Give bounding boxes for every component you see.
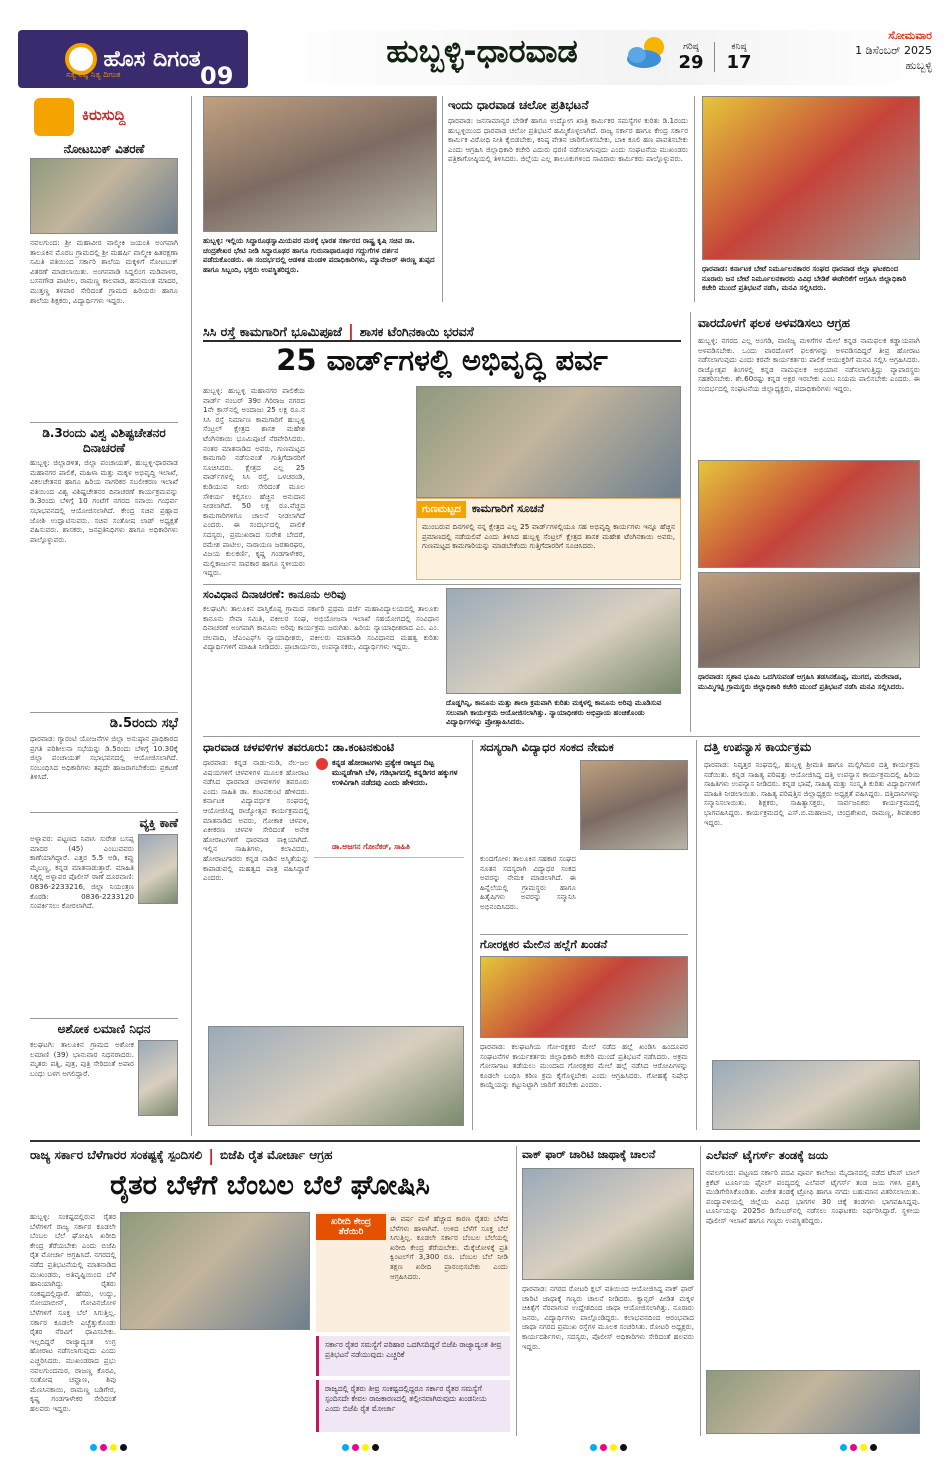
column-rule <box>442 96 443 302</box>
appointment-text: ಕುಂದಗೋಳ: ತಾಲೂಕಿನ ಸಹಕಾರ ಸಂಘದ ನೂತನ ಸದಸ್ಯರಾಗಿ ವಿದ್ಯಾಧರ ಸಂಕದ ಅವರನ್ನು ನೇಮಕ ಮಾಡಲಾಗಿದೆ. ಈ ಹಿನ್ನೆಲೆಯಲ್ಲಿ ಗ್ರಾಮಸ್ಥರು ಹಾಗೂ ಹಿತೈಷಿಗಳು ಅವರನ್ನು ಸನ್ಮಾನಿಸಿ ಅಭಿನಂದಿಸಿದರು. <box>480 854 576 911</box>
paper-name: ಹೊಸ ದಿಗಂತ <box>103 46 201 72</box>
notebook-photo <box>30 158 178 234</box>
quote-icon <box>316 758 328 770</box>
masthead <box>0 0 945 92</box>
page-number: 09 <box>200 62 234 90</box>
temple-visit-caption: ಹುಬ್ಬಳ್ಳಿ: ಇಲ್ಲಿಯ ಸಿದ್ಧಾರೂಢಸ್ವಾಮಿಯವರ ಮಠಕ್ಕೆ ಭಾರತ ಸರ್ಕಾರದ ರಾಷ್ಟ್ರ ಕೃಷಿ ಸಚಿವ ಡಾ. ಚಂದ್ರಶೇಖರ ಭೇಟಿ ನೀಡಿ ಸಿದ್ಧಾರೂಢರ ಹಾಗೂ ಗುರುನಾಥಾರೂಢರ ಗದ್ದುಗೆಗಳ ದರ್ಶನ ಪಡೆದುಕೊಂಡರು. ಈ ಸಂದರ್ಭದಲ್ಲಿ ಆಡಳಿತ ಮಂಡಳಿ ಪದಾಧಿಕಾರಿಗಳು, ಮ್ಯಾನೇಜರ್ ಈರಣ್ಣ ತುಪ್ಪದ ಹಾಗೂ ಸಿಬ್ಬಂದಿ, ಭಕ್ತರು ಉಪಸ್ಥಿತರಿದ್ದರು. <box>203 236 435 274</box>
registration-marks <box>840 1444 877 1451</box>
page-title: ಹುಬ್ಬಳ್ಳಿ-ಧಾರವಾಡ <box>386 32 578 70</box>
signboard-photo <box>698 460 920 568</box>
cricket-headline: ಎಲೆವನ್ ಟೈಗರ್ಸ್ ತಂಡಕ್ಕೆ ಜಯ <box>706 1148 829 1162</box>
farmer-bullet-1: ಸರ್ಕಾರ ರೈತರ ಸಮಸ್ಯೆಗೆ ಪರಿಹಾರ ಒದಗಿಸದಿದ್ದರೆ ಬಿಜೆಪಿ ರಾಜ್ಯಾದ್ಯಂತ ತೀವ್ರ ಪ್ರತಿಭಟನೆ ನಡೆಯುವುದು ಎಚ್ಚರಿಕೆ <box>316 1336 510 1376</box>
dateline: ಸೋಮವಾರ 1 ಡಿಸೆಂಬರ್ 2025 ಹುಬ್ಬಳ್ಳಿ <box>855 29 932 72</box>
movements-headline: ಧಾರವಾಡ ಚಳವಳಿಗಳ ತವರೂರು: ಡಾ.ಕಂಟನಕುಂಟಿ <box>203 740 395 754</box>
farmer-headline: ರೈತರ ಬೆಳೆಗೆ ಬೆಂಬಲ ಬೆಲೆ ಘೋಷಿಸಿ <box>110 1170 430 1201</box>
farmer-text-continued <box>120 1334 310 1432</box>
divider <box>30 712 178 713</box>
cow-protector-headline: ಗೋರಕ್ಷಕರ ಮೇಲಿನ ಹಲ್ಲೆಗೆ ಖಂಡನೆ <box>480 938 608 951</box>
cow-protector-text: ಧಾರವಾಡ: ಕಲಘಟಗಿಯ ಗೋ-ರಕ್ಷಕರ ಮೇಲೆ ನಡೆದ ಹಲ್ಲೆ ಖಂಡಿಸಿ ಹಿಂದೂಪರ ಸಂಘಟನೆಗಳ ಕಾರ್ಯಕರ್ತರು ಜಿಲ್ಲಾಧಿಕಾರಿ ಕಚೇರಿ ಮುಂದೆ ಪ್ರತಿಭಟನೆ ನಡೆಸಿದರು. ಅಕ್ರಮ ಗೋಸಾಗಾಟ ತಡೆಯಲು ಮುಂದಾದ ಗೋರಕ್ಷಕರ ಮೇಲೆ ಹಲ್ಲೆ ನಡೆಸಿದ ಆರೋಪಿಗಳನ್ನು ಕೂಡಲೇ ಬಂಧಿಸಿ ಕಠಿಣ ಕ್ರಮ ಕೈಗೊಳ್ಳಬೇಕು ಎಂದು ಆಗ್ರಹಿಸಿದರು. ಗೋಹತ್ಯೆ ನಿಷೇಧ ಕಾಯ್ದೆಯನ್ನು ಕಟ್ಟುನಿಟ್ಟಾಗಿ ಜಾರಿಗೆ ತರಬೇಕು ಎಂದರು. <box>480 1042 688 1090</box>
sanitation-protest-caption: ಧಾರವಾಡ: ಕರ್ನಾಟಕ ಬೇಟೆ ನಿರ್ಮೂಲನಕಾರರ ಸಂಘದ ಧಾರವಾಡ ಜಿಲ್ಲಾ ಘಟಕದಿಂದ ನೂರಾರು ಜನ ಬೇಟೆ ನಿರ್ಮೂಲನಕಾರರು ವಿವಿಧ ಬೇಡಿಕೆ ಈಡೇರಿಕೆಗೆ ಆಗ್ರಹಿಸಿ ಜಿಲ್ಲಾಧಿಕಾರಿ ಕಚೇರಿ ಮುಂದೆ ಪ್ರತಿಭಟನೆ ನಡೆಸಿ, ಮನವಿ ಸಲ್ಲಿಸಿದರು. <box>702 264 907 292</box>
brief1-title: ನೋಟಬುಕ್ ವಿತರಣೆ <box>30 140 178 160</box>
lecture-headline: ದತ್ತಿ ಉಪನ್ಯಾಸ ಕಾರ್ಯಕ್ರಮ <box>704 740 812 754</box>
partly-cloudy-icon <box>622 34 672 70</box>
lecture-photo <box>712 1060 920 1130</box>
burial-ground-caption: ಧಾರವಾಡ: ಸ್ಮಶಾನ ಭೂಮಿ ಒದಗಿಸುವಂತೆ ಆಗ್ರಹಿಸಿ ತಡಸಿನಕೊಪ್ಪ, ಮುಗದ, ಮರೇವಾಡ, ಮುಮ್ಮಿಗಟ್ಟಿ ಗ್ರಾಮಸ್ಥರು ಜಿಲ್ಲಾಧಿಕಾರಿ ಕಚೇರಿ ಮುಂದೆ ಪ್ರತಿಭಟನೆ ನಡೆಸಿ ಮನವಿ ಸಲ್ಲಿಸಿದರು. <box>698 672 905 691</box>
paper-tagline: ಸತ್ಯ ನಿಷ್ಠೆ ನಿತ್ಯ ದಿಗಂತ <box>66 70 121 79</box>
column-rule <box>516 1146 517 1436</box>
weather-divider <box>714 42 715 72</box>
column-rule <box>694 96 695 302</box>
farmer-text: ಹುಬ್ಬಳ್ಳಿ: ಸಂಕಷ್ಟದಲ್ಲಿರುವ ರೈತರ ಬೆಳೆಗಳಿಗೆ ರಾಜ್ಯ ಸರ್ಕಾರ ಕೂಡಲೇ ಬೆಂಬಲ ಬೆಲೆ ಘೋಷಿಸಿ ಖರೀದಿ ಕೇಂದ್ರ ತೆರೆಯಬೇಕು ಎಂದು ಬಿಜೆಪಿ ರೈತ ಮೋರ್ಚಾ ಆಗ್ರಹಿಸಿದೆ. ನಗರದಲ್ಲಿ ನಡೆದ ಪ್ರತಿಭಟನೆಯಲ್ಲಿ ಮಾತನಾಡಿದ ಮುಖಂಡರು, ಅತಿವೃಷ್ಟಿಯಿಂದ ಬೆಳೆ ಹಾನಿಯಾಗಿದ್ದು ರೈತರು ಸಂಕಷ್ಟದಲ್ಲಿದ್ದಾರೆ. ಹೆಸರು, ಉದ್ದು, ಸೋಯಾಬೀನ್, ಗೋವಿನಜೋಳ ಬೆಳೆಗಳಿಗೆ ಸೂಕ್ತ ಬೆಲೆ ಸಿಗುತ್ತಿಲ್ಲ. ಸರ್ಕಾರ ಕೂಡಲೇ ಎಚ್ಚೆತ್ತುಕೊಂಡು ರೈತರ ನೆರವಿಗೆ ಧಾವಿಸಬೇಕು. ಇಲ್ಲದಿದ್ದರೆ ರಾಜ್ಯಾದ್ಯಂತ ಉಗ್ರ ಹೋರಾಟ ನಡೆಸಲಾಗುವುದು ಎಂದು ಎಚ್ಚರಿಸಿದರು. ಮುಖಂಡರಾದ ಪ್ರಭು ನವಲಗುಂದಮಠ, ರಾಜಣ್ಣ ಕೊರವಿ, ಸಂತೋಷ ಚವ್ಹಾಣ, ಶಿವು ಮೆಣಸಿನಕಾಯಿ, ರಾಮಣ್ಣ ಬಡಿಗೇರ, ಕೃಷ್ಣ ಗಂಡಗಾಳೇಕರ ಸೇರಿದಂತೆ ಹಲವರು ಇದ್ದರು. <box>30 1212 116 1413</box>
column-rule <box>472 740 473 1130</box>
protest-call-text: ಧಾರವಾಡ: ಜನಸಾಮಾನ್ಯರ ಬೇಡಿಕೆ ಹಾಗೂ ಉದ್ಯೋಗ ಖಾತ್ರಿ ಕಾರ್ಮಿಕರ ಸಮಸ್ಯೆಗಳ ಕುರಿತು ಡಿ.1ರಂದು ಹುಬ್ಬಳ್ಳಿಯಿಂದ ಧಾರವಾಡ ಚಲೋ ಪ್ರತಿಭಟನೆ ಹಮ್ಮಿಕೊಳ್ಳಲಾಗಿದೆ. ರಾಜ್ಯ ಸರ್ಕಾರ ಹಾಗೂ ಕೇಂದ್ರ ಸರ್ಕಾರ ಕಾರ್ಮಿಕ ವಿರೋಧಿ ನೀತಿ ಕೈಬಿಡಬೇಕು, ಕನಿಷ್ಠ ವೇತನ ಜಾರಿಗೊಳಿಸಬೇಕು, ಬಾಕಿ ಕೂಲಿ ಹಣ ಪಾವತಿಸಬೇಕು ಎಂದು ಆಗ್ರಹಿಸಿ ಜಿಲ್ಲಾಧಿಕಾರಿ ಕಚೇರಿ ಎದುರು ಧರಣಿ ನಡೆಸಲಾಗುವುದು ಎಂದು ಸಂಘಟನೆಯ ಮುಖಂಡರು ಪತ್ರಿಕಾಗೋಷ್ಠಿಯಲ್ಲಿ ತಿಳಿಸಿದರು. ಜಿಲ್ಲೆಯ ಎಲ್ಲ ತಾಲೂಕುಗಳಿಂದ ಸಾವಿರಾರು ಕಾರ್ಮಿಕರು ಪಾಲ್ಗೊಳ್ಳುವರು. <box>448 116 688 164</box>
temple-visit-photo <box>203 96 437 232</box>
divider <box>480 934 688 935</box>
cow-protector-photo <box>480 956 688 1038</box>
constitution-headline: ಸಂವಿಧಾನ ದಿನಾಚರಣೆ: ಕಾನೂನು ಅರಿವು <box>203 588 346 601</box>
registration-marks <box>342 1444 379 1451</box>
burial-ground-photo <box>698 572 920 668</box>
hand-icon <box>34 98 74 136</box>
max-temp: ಗರಿಷ್ಠ 29 <box>678 42 704 73</box>
appointment-photo <box>580 760 688 850</box>
lecture-text: ಧಾರವಾಡ: ನಿವೃತ್ತರ ಸಂಘದಲ್ಲಿ, ಹುಬ್ಬಳ್ಳಿ ಶ್ರೀಮತಿ ಹಾಗೂ ಮಲ್ಲಿಗಿಮಠ ದತ್ತಿ ಕಾರ್ಯಕ್ರಮ ನಡೆಯಿತು. ಕನ್ನಡ ಸಾಹಿತ್ಯ ಪರಿಷತ್ತು ಆಯೋಜಿಸಿದ್ದ ದತ್ತಿ ಉಪನ್ಯಾಸ ಕಾರ್ಯಕ್ರಮದಲ್ಲಿ ಹಿರಿಯ ಸಾಹಿತಿಗಳು ಉಪನ್ಯಾಸ ನೀಡಿದರು. ಕನ್ನಡ ಭಾಷೆ, ಸಾಹಿತ್ಯ ಮತ್ತು ಸಂಸ್ಕೃತಿ ಕುರಿತು ವಿದ್ಯಾರ್ಥಿಗಳಿಗೆ ಮಾಹಿತಿ ನೀಡಲಾಯಿತು. ಸಾಹಿತ್ಯ ಪರಿಷತ್ತಿನ ಜಿಲ್ಲಾಧ್ಯಕ್ಷರು ಅಧ್ಯಕ್ಷತೆ ವಹಿಸಿದ್ದರು. ದತ್ತಿದಾನಿಗಳನ್ನು ಸನ್ಮಾನಿಸಲಾಯಿತು. ಶಿಕ್ಷಕರು, ಸಾಹಿತ್ಯಾಸಕ್ತರು, ಸಾರ್ವಜನಿಕರು ಕಾರ್ಯಕ್ರಮದಲ್ಲಿ ಭಾಗವಹಿಸಿದ್ದರು. ಕಾರ್ಯಕ್ರಮದಲ್ಲಿ ಎಸ್.ಬಿ.ಮಹಾಜನ, ಚಂದ್ರಶೇಖರ, ರಾಮಣ್ಣ, ಶಿವಶಂಕರ ಇದ್ದರು. <box>704 760 920 827</box>
obituary-photo <box>138 1040 178 1116</box>
divider <box>203 736 920 737</box>
movements-text-continued <box>314 864 464 1022</box>
brief2-text: ಹುಬ್ಬಳ್ಳಿ: ಜಿಲ್ಲಾಡಳಿತ, ಜಿಲ್ಲಾ ಪಂಚಾಯತ್, ಹುಬ್ಬಳ್ಳಿ-ಧಾರವಾಡ ಮಹಾನಗರ ಪಾಲಿಕೆ, ಮಹಿಳಾ ಮತ್ತು ಮಕ್ಕಳ ಅಭಿವೃದ್ಧಿ ಇಲಾಖೆ, ವಿಕಲಚೇತನರ ಹಾಗೂ ಹಿರಿಯ ನಾಗರಿಕರ ಸಬಲೀಕರಣ ಇಲಾಖೆ ವತಿಯಿಂದ ವಿಶ್ವ ವಿಶಿಷ್ಟಚೇತನರ ದಿನಾಚರಣೆ ಕಾರ್ಯಕ್ರಮವನ್ನು ಡಿ.3ರಂದು ಬೆಳಿಗ್ಗೆ 10 ಗಂಟೆಗೆ ನಗರದ ಸವಾಯಿ ಗಂಧರ್ವ ಸಭಾಭವನದಲ್ಲಿ ಆಯೋಜಿಸಲಾಗಿದೆ. ಕೇಂದ್ರ ಸಚಿವ ಪ್ರಹ್ಲಾದ ಜೋಶಿ ಉದ್ಘಾಟಿಸುವರು. ಸಚಿವ ಸಂತೋಷ ಲಾಡ್ ಅಧ್ಯಕ್ಷತೆ ವಹಿಸುವರು. ಶಾಸಕರು, ಜನಪ್ರತಿನಿಧಿಗಳು ಹಾಗೂ ಅಧಿಕಾರಿಗಳು ಪಾಲ್ಗೊಳ್ಳುವರು. <box>30 458 178 544</box>
signboard-headline: ವಾರದೊಳಗೆ ಫಲಕ ಅಳವಡಿಸಲು ಆಗ್ರಹ <box>698 316 850 330</box>
brief1-text: ನವಲಗುಂದ: ಶ್ರೀ ಮಹಾವೀರ ವಾಲ್ಮೀಕಿ ಜಯಂತಿ ಅಂಗವಾಗಿ ತಾಲೂಕಿನ ಮೊರಬ ಗ್ರಾಮದಲ್ಲಿ ಶ್ರೀ ಮಹರ್ಷಿ ವಾಲ್ಮೀಕಿ ಹಿತರಕ್ಷಣಾ ಸಮಿತಿ ವತಿಯಿಂದ ಸರ್ಕಾರಿ ಶಾಲೆಯ ಮಕ್ಕಳಿಗೆ ನೋಟಬುಕ್ ವಿತರಣೆ ಮಾಡಲಾಯಿತು. ಅಂಗನವಾಡಿ ಸಿದ್ದಲಿಂಗ ಮಡಿವಾಳರ, ಬಸನಗೌಡ ಪಾಟೀಲ, ರಾಮಣ್ಣ ಕಾಲವಾಡ, ಹನುಮಂತ ಮಾದರ, ಮುತ್ತಣ್ಣ ತಳವಾರ ಸೇರಿದಂತೆ ಗ್ರಾಮದ ಹಿರಿಯರು ಹಾಗೂ ಶಾಲೆಯ ಶಿಕ್ಷಕರು, ವಿದ್ಯಾರ್ಥಿಗಳು ಇದ್ದರು. <box>30 238 178 305</box>
brief-brand <box>30 96 178 140</box>
divider <box>203 584 681 585</box>
column-rule <box>700 1146 701 1436</box>
brief4-text: ಅಳ್ನಾವರ: ಪಟ್ಟಣದ ನಿವಾಸಿ ಸುರೇಶ ಬಸಪ್ಪ ಮಾದರ (45) ಎಂಬುವವರು ಕಾಣೆಯಾಗಿದ್ದಾರೆ. ಎತ್ತರ 5.5 ಅಡಿ, ಕಪ್ಪು ಮೈಬಣ್ಣ, ಕನ್ನಡ ಮಾತನಾಡುತ್ತಾರೆ. ಮಾಹಿತಿ ಸಿಕ್ಕಲ್ಲಿ ಅಳ್ನಾವರ ಪೊಲೀಸ್ ಠಾಣೆ ದೂರವಾಣಿ: 0836-2233216, ಜಿಲ್ಲಾ ನಿಯಂತ್ರಣ ಕೊಠಡಿ: 0836-2233120 ಸಂಪರ್ಕಿಸಲು ಕೋರಲಾಗಿದೆ. <box>30 834 134 911</box>
constitution-text: ಕಲಘಟಗಿ: ತಾಲೂಕಿನ ದಾಸ್ತಿಕೊಪ್ಪ ಗ್ರಾಮದ ಸರ್ಕಾರಿ ಪ್ರಥಮ ದರ್ಜೆ ಮಹಾವಿದ್ಯಾಲಯದಲ್ಲಿ ತಾಲೂಕು ಕಾನೂನು ಸೇವಾ ಸಮಿತಿ, ವಕೀಲರ ಸಂಘ, ಅಭಿಯೋಜನಾ ಇಲಾಖೆ ಸಹಯೋಗದಲ್ಲಿ ಸಂವಿಧಾನ ದಿನಾಚರಣೆ ಅಂಗವಾಗಿ ಕಾನೂನು ಅರಿವು ಕಾರ್ಯಕ್ರಮ ಜರುಗಿತು. ಹಿರಿಯ ನ್ಯಾಯಾಧೀಶರಾದ ಎಂ. ಎಂ. ಚಲವಾದಿ, ಜೆಎಂಎಫ್‌ಸಿ ನ್ಯಾಯಾಧೀಶರು, ವಕೀಲರು ಮಾತನಾಡಿ ಸಂವಿಧಾನದ ಮಹತ್ವ ಕುರಿತು ವಿದ್ಯಾರ್ಥಿಗಳಿಗೆ ಮಾಹಿತಿ ನೀಡಿದರು. ಪ್ರಾಚಾರ್ಯರು, ಉಪನ್ಯಾಸಕರು, ವಿದ್ಯಾರ್ಥಿಗಳು ಇದ್ದರು. <box>203 604 439 652</box>
brief5-text: ಕಲಘಟಗಿ: ತಾಲೂಕಿನ ಗ್ರಾಮದ ಅಶೋಕ ಲಮಾಣಿ (39) ಭಾನುವಾರ ನಿಧನರಾದರು. ಮೃತರು ಪತ್ನಿ, ಪುತ್ರ, ಪುತ್ರಿ ಸೇರಿದಂತೆ ಅಪಾರ ಬಂಧು ಬಳಗ ಅಗಲಿದ್ದಾರೆ. <box>30 1040 134 1078</box>
protest-call-headline: ಇಂದು ಧಾರವಾಡ ಚಲೋ ಪ್ರತಿಭಟನೆ <box>448 98 589 112</box>
brief3-text: ಧಾರವಾಡ: ಗ್ಯಾರಂಟಿ ಯೋಜನೆಗಳ ಜಿಲ್ಲಾ ಅನುಷ್ಠಾನ ಪ್ರಾಧಿಕಾರದ ಪ್ರಗತಿ ಪರಿಶೀಲನಾ ಸಭೆಯನ್ನು ಡಿ.5ರಂದು ಬೆಳಿಗ್ಗೆ 10.30ಕ್ಕೆ ಜಿಲ್ಲಾ ಪಂಚಾಯತ್ ಸಭಾಭವನದಲ್ಲಿ ಆಯೋಜಿಸಲಾಗಿದೆ. ಸಂಬಂಧಿಸಿದ ಅಧಿಕಾರಿಗಳು ತಪ್ಪದೇ ಹಾಜರಾಗಬೇಕೆಂದು ಪ್ರಕಟಣೆ ತಿಳಿಸಿದೆ. <box>30 734 178 782</box>
movements-photo <box>208 1026 464 1126</box>
cricket-text: ನವಲಗುಂದ: ಪಟ್ಟಣದ ಸರ್ಕಾರಿ ಪದವಿ ಪೂರ್ವ ಕಾಲೇಜು ಮೈದಾನದಲ್ಲಿ ನಡೆದ ಟೆನಿಸ್ ಬಾಲ್ ಕ್ರಿಕೆಟ್ ಟೂರ್ನಿಯ ಫೈನಲ್ ಪಂದ್ಯದಲ್ಲಿ ಎಲೆವನ್ ಟೈಗರ್ಸ್ ತಂಡ ಜಯ ಗಳಿಸಿ ಪ್ರಶಸ್ತಿ ಮುಡಿಗೇರಿಸಿಕೊಂಡಿತು. ವಿಜೇತ ತಂಡಕ್ಕೆ ಟ್ರೋಫಿ ಹಾಗೂ ನಗದು ಬಹುಮಾನ ವಿತರಿಸಲಾಯಿತು. ಪಂದ್ಯಾವಳಿಯಲ್ಲಿ ಜಿಲ್ಲೆಯ ವಿವಿಧ ಭಾಗಗಳ 30 ಚಕ್ಕೆ ತಂಡಗಳು ಭಾಗವಹಿಸಿದ್ದವು. ಟೂರ್ನಿಯನ್ನು 2025ರ ಡಿಸೆಂಬರ್‌ನಲ್ಲಿ ನಡೆಸಲು ಸಂಘಟಕರು ನಿರ್ಧರಿಸಿದ್ದಾರೆ. ಸ್ಥಳೀಯ ಪೊಲೀಸ್ ಇಲಾಖೆ ಹಾಗೂ ಗಣ್ಯರು ಉಪಸ್ಥಿತರಿದ್ದರು. <box>706 1168 920 1225</box>
lead-kicker: ಸಿಸಿ ರಸ್ತೆ ಕಾಮಗಾರಿಗೆ ಭೂಮಿಪೂಜೆ | ಶಾಸಕ ಟೆಂಗಿನಕಾಯಿ ಭರವಸೆ <box>203 312 681 342</box>
column-rule <box>690 312 691 732</box>
column-rule <box>696 740 697 1130</box>
min-temp: ಕನಿಷ್ಠ 17 <box>726 42 752 73</box>
constitution-photo <box>446 588 681 694</box>
appointment-text-continued <box>580 854 688 930</box>
pull-quote: ಕನ್ನಡ ಹೋರಾಟಗಳು ಪ್ರತ್ಯೇಕ ರಾಜ್ಯದ ದಿಟ್ಟ ಮುನ್ನಡೆಗಾಗಿ ಬೆಳಿ, ಗಡಿಭಾಗದಲ್ಲಿ ಕನ್ನಡಿಗರ ಹಕ್ಕುಗಳ ಉಳಿವಿಗಾಗಿ ನಡೆದವು ಎಂದು ಹೇಳಿದರು. ಡಾ.ಅಜಗನ ಗೋನೆಕರ್, ಸಾಹಿತಿ <box>314 758 464 858</box>
lead-text-continued <box>310 386 410 496</box>
brief4-title: ವ್ಯಕ್ತಿ ಕಾಣೆ <box>139 816 178 830</box>
movements-text: ಧಾರವಾಡ: ಕನ್ನಡ ನಾಡು-ನುಡಿ, ನೆಲ-ಜಲ ವಿಷಯಗಳಿಗೆ ಚಳವಳಿಗಳ ಮೂಲಕ ಹೋರಾಟ ನಡೆಸಿದ ಧಾರವಾಡ ಚಳವಳಿಗಳ ತವರೂರು ಎಂದು ಸಾಹಿತಿ ಡಾ. ಕಂಟನಕುಂಟಿ ಹೇಳಿದರು. ಕರ್ನಾಟಕ ವಿದ್ಯಾವರ್ಧಕ ಸಂಘದಲ್ಲಿ ಆಯೋಜಿಸಿದ್ದ ರಾಜ್ಯೋತ್ಸವ ಕಾರ್ಯಕ್ರಮದಲ್ಲಿ ಮಾತನಾಡಿದ ಅವರು, ಗೋಕಾಕ ಚಳವಳಿ, ಏಕೀಕರಣ ಚಳವಳಿ ಸೇರಿದಂತೆ ಅನೇಕ ಹೋರಾಟಗಳಿಗೆ ಧಾರವಾಡ ಸಾಕ್ಷಿಯಾಗಿದೆ. ಇಲ್ಲಿನ ಸಾಹಿತಿಗಳು, ಕಲಾವಿದರು, ಹೋರಾಟಗಾರರು ಕನ್ನಡ ನಾಡಿನ ಅಸ್ಮಿತೆಯನ್ನು ಕಾಪಾಡುವಲ್ಲಿ ಮಹತ್ವದ ಪಾತ್ರ ವಹಿಸಿದ್ದಾರೆ ಎಂದರು. <box>203 758 309 883</box>
walk-headline: ವಾಕ್ ಫಾರ್ ಚಾರಿಟಿ ಜಾಥಾಕ್ಕೆ ಚಾಲನೆ <box>522 1148 656 1161</box>
divider <box>30 812 178 813</box>
divider <box>30 1018 178 1019</box>
walk-text: ಧಾರವಾಡ: ನಗರದ ರೋಟರಿ ಕ್ಲಬ್ ವತಿಯಿಂದ ಆಯೋಜಿಸಿದ್ದ ವಾಕ್ ಫಾರ್ ಚಾರಿಟಿ ಜಾಥಾಕ್ಕೆ ಗಣ್ಯರು ಚಾಲನೆ ನೀಡಿದರು. ಕ್ಯಾನ್ಸರ್ ಪೀಡಿತ ಮಕ್ಕಳ ಚಿಕಿತ್ಸೆಗೆ ನೆರವಾಗುವ ಉದ್ದೇಶದಿಂದ ಜಾಥಾ ಆಯೋಜಿಸಲಾಗಿತ್ತು. ನೂರಾರು ಜನರು, ವಿದ್ಯಾರ್ಥಿಗಳು ಪಾಲ್ಗೊಂಡಿದ್ದರು. ಕಲಾಭವನದಿಂದ ಆರಂಭವಾದ ಜಾಥಾ ನಗರದ ಪ್ರಮುಖ ರಸ್ತೆಗಳ ಮೂಲಕ ಸಂಚರಿಸಿತು. ರೋಟರಿ ಅಧ್ಯಕ್ಷರು, ಕಾರ್ಯದರ್ಶಿಗಳು, ಸದಸ್ಯರು, ಪೊಲೀಸ್ ಅಧಿಕಾರಿಗಳು ಸೇರಿದಂತೆ ಹಲವರು ಇದ್ದರು. <box>522 1284 694 1351</box>
procurement-box: ಖರೀದಿ ಕೇಂದ್ರ ತೆರೆಯಿರಿ ಈ ವರ್ಷ ಮಳೆ ಹೆಚ್ಚಾದ ಕಾರಣ ರೈತರು ಬೆಳೆದ ಬೆಳೆಗಳು ಹಾಳಾಗಿವೆ. ಉಳಿದ ಬೆಳೆಗೆ ಸೂಕ್ತ ಬೆಲೆ ಸಿಗುತ್ತಿಲ್ಲ. ಕೂಡಲೇ ಸರ್ಕಾರ ಬೆಂಬಲ ಬೆಲೆಯಲ್ಲಿ ಖರೀದಿ ಕೇಂದ್ರ ತೆರೆಯಬೇಕು. ಮೆಕ್ಕೆಜೋಳಕ್ಕೆ ಪ್ರತಿ ಕ್ವಿಂಟಲ್‌ಗೆ 3,300 ರೂ. ಬೆಂಬಲ ಬೆಲೆ ನೀಡಿ ತಕ್ಷಣ ಖರೀದಿ ಪ್ರಾರಂಭಿಸಬೇಕು ಎಂದು ಆಗ್ರಹಿಸಿದರು. <box>316 1212 510 1332</box>
sanitation-protest-photo <box>702 96 920 260</box>
divider <box>30 1140 920 1142</box>
brief-title: ಕಿರುಸುದ್ದಿ <box>82 106 126 124</box>
signboard-text: ಹುಬ್ಬಳ್ಳಿ: ನಗರದ ಎಲ್ಲ ಅಂಗಡಿ, ವಾಣಿಜ್ಯ ಮಳಿಗೆಗಳ ಮೇಲೆ ಕನ್ನಡ ನಾಮಫಲಕ ಕಡ್ಡಾಯವಾಗಿ ಅಳವಡಿಸಬೇಕು. ಒಂದು ವಾರದೊಳಗೆ ಫಲಕಗಳನ್ನು ಅಳವಡಿಸದಿದ್ದರೆ ತೀವ್ರ ಹೋರಾಟ ನಡೆಸಲಾಗುವುದು ಎಂದು ಕರವೇ ಕಾರ್ಯಕರ್ತರು ಪಾಲಿಕೆ ಆಯುಕ್ತರಿಗೆ ಮನವಿ ಸಲ್ಲಿಸಿ ಆಗ್ರಹಿಸಿದರು. ರಾಜ್ಯೋತ್ಸವ ತಿಂಗಳಲ್ಲಿ ಕನ್ನಡ ನಾಮಫಲಕ ಅಭಿಯಾನ ನಡೆಸಲಾಗುತ್ತಿದ್ದು ವ್ಯಾಪಾರಸ್ಥರು ಸಹಕರಿಸಬೇಕು. ಶೇ.60ರಷ್ಟು ಕನ್ನಡ ಅಕ್ಷರ ಇರಬೇಕು ಎಂಬ ನಿಯಮ ಪಾಲಿಸಬೇಕು ಎಂದರು. ಈ ಸಂದರ್ಭದಲ್ಲಿ ಸಂಘಟನೆಯ ಜಿಲ್ಲಾಧ್ಯಕ್ಷರು, ಪದಾಧಿಕಾರಿಗಳು ಇದ್ದರು. <box>698 336 920 393</box>
constitution-caption: ದೊಡ್ಡಗಿನ್ನಿ, ಕಾನೂನು ಮತ್ತು ಶಾಲಾ ಕ್ರಮವಾಗಿ ಕುರಿತು ಮಕ್ಕಳಲ್ಲಿ ಕಾನೂನು ಅರಿವು ಮೂಡಿಸುವ ಸಲುವಾಗಿ ಕಾರ್ಯಕ್ರಮ ಆಯೋಜಿಸಲಾಗಿತ್ತು. ನ್ಯಾಯಾಧೀಶರು ಅಭಿಪ್ರಾಯ ಹಂಚಿಕೊಂಡು ವಿದ್ಯಾರ್ಥಿಗಳನ್ನು ಪ್ರೋತ್ಸಾಹಿಸಿದರು. <box>446 698 662 726</box>
quality-box: ಗುಣಮಟ್ಟದ ಕಾಮಗಾರಿಗೆ ಸೂಚನೆ ಮುಂಬರುವ ದಿನಗಳಲ್ಲಿ ನನ್ನ ಕ್ಷೇತ್ರದ ಎಲ್ಲ 25 ವಾರ್ಡ್‌ಗಳಲ್ಲಿಯೂ ಸಹ ಅಭಿವೃದ್ಧಿ ಕಾರ್ಯಗಳು ಇನ್ನೂ ಹೆಚ್ಚಿನ ಪ್ರಮಾಣದಲ್ಲಿ ನಡೆಯಲಿವೆ ಎಂದು ತಿಳಿಸಿದ ಹುಬ್ಬಳ್ಳಿ ಸೆಂಟ್ರಲ್ ಕ್ಷೇತ್ರದ ಶಾಸಕ ಮಹೇಶ ಟೆಂಗಿನಕಾಯಿ ಅವರು, ಗುಣಮಟ್ಟದ ಕಾಮಗಾರಿಯನ್ನು ಮಾಡಬೇಕೆಂದು ಗುತ್ತಿಗೆದಾರರಿಗೆ ಸೂಚಿಸಿದರು. <box>416 498 681 580</box>
walk-photo <box>522 1168 694 1280</box>
cricket-team-photo <box>706 1370 920 1434</box>
registration-marks <box>590 1444 627 1451</box>
farmer-bullet-2: ರಾಜ್ಯದಲ್ಲಿ ರೈತರು ತೀವ್ರ ಸಂಕಷ್ಟದಲ್ಲಿದ್ದರೂ ಸರ್ಕಾರ ರೈತರ ಸಮಸ್ಯೆಗೆ ಸ್ಪಂದಿಸದೇ ಕೇವಲ ರಾಜಕಾರಣದಲ್ಲಿ ತಲ್ಲೀನವಾಗಿರುವುದು ಖಂಡನೀಯ ಎಂದು ಬಿಜೆಪಿ ರೈತ ಮೋರ್ಚಾ <box>316 1380 510 1432</box>
brief5-title: ಅಶೋಕ ಲಮಾಣಿ ನಿಧನ <box>57 1022 151 1036</box>
appointment-headline: ಸದಸ್ಯರಾಗಿ ವಿದ್ಯಾಧರ ಸಂಕದ ನೇಮಕ <box>480 740 614 754</box>
divider <box>30 422 178 423</box>
lead-headline: 25 ವಾರ್ಡ್‌ಗಳಲ್ಲಿ ಅಭಿವೃದ್ಧಿ ಪರ್ವ <box>276 343 608 377</box>
missing-person-photo <box>138 834 178 904</box>
brief3-title: ಡಿ.5ರಂದು ಸಭೆ <box>109 716 178 731</box>
farmer-protest-photo <box>120 1212 310 1330</box>
brief2-title: ಡಿ.3ರಂದು ವಿಶ್ವ ವಿಶಿಷ್ಟಚೇತನರ ದಿನಾಚರಣೆ <box>42 426 166 455</box>
farmer-kicker: ರಾಜ್ಯ ಸರ್ಕಾರ ಬೆಳೆಗಾರರ ಸಂಕಷ್ಟಕ್ಕೆ ಸ್ಪಂದಿಸಲಿ | ಬಿಜೆಪಿ ರೈತ ಮೋರ್ಚಾ ಆಗ್ರಹ <box>30 1146 333 1165</box>
groundbreaking-photo <box>416 386 681 498</box>
registration-marks <box>90 1444 127 1451</box>
lead-text: ಹುಬ್ಬಳ್ಳಿ: ಹುಬ್ಬಳ್ಳಿ ಮಹಾನಗರ ಪಾಲಿಕೆಯ ವಾರ್ಡ್ ನಂಬರ್ 39ರ ಗಿರಿರಾಜ ನಗರದ 1ನೇ ಕ್ರಾಸ್‌ನಲ್ಲಿ ಅಂದಾಜು 25 ಲಕ್ಷ ರೂ.ನ ಸಿಸಿ ರಸ್ತೆ ನಿರ್ಮಾಣ ಕಾಮಗಾರಿಗೆ ಹುಬ್ಬಳ್ಳಿ ಸೆಂಟ್ರಲ್ ಕ್ಷೇತ್ರದ ಶಾಸಕ ಮಹೇಶ ಟೆಂಗಿನಕಾಯಿ ಭೂಮಿಪೂಜೆ ನೆರವೇರಿಸಿದರು. ನಂತರ ಮಾತನಾಡಿದ ಅವರು, ಗುಣಮಟ್ಟದ ಕಾಮಗಾರಿ ನಡೆಸುವಂತೆ ಗುತ್ತಿಗೆದಾರರಿಗೆ ಸೂಚಿಸಿದರು. ಕ್ಷೇತ್ರದ ಎಲ್ಲ 25 ವಾರ್ಡ್‌ಗಳಲ್ಲಿ ಸಿಸಿ ರಸ್ತೆ, ಒಳಚರಂಡಿ, ಕುಡಿಯುವ ನೀರು ಸೇರಿದಂತೆ ಮೂಲ ಸೌಕರ್ಯ ಕಲ್ಪಿಸಲು ಹೆಚ್ಚಿನ ಅನುದಾನ ನೀಡಲಾಗಿದೆ. 50 ಲಕ್ಷ ರೂ.ವೆಚ್ಚದ ಕಾಮಗಾರಿಗಳಿಗೂ ಚಾಲನೆ ನೀಡಲಾಗಿದೆ ಎಂದರು. ಈ ಸಂದರ್ಭದಲ್ಲಿ ಪಾಲಿಕೆ ಸದಸ್ಯರು, ಪ್ರಮುಖರಾದ ಸುರೇಶ ಬೇದರೆ, ರಮೇಶ ಪಾಟೀಲ, ನಾರಾಯಣ ಜರತಾರಘರ, ವಿಜಯ ಕುಲಕರ್ಣಿ, ಕೃಷ್ಣ ಗಂಡಗಾಳೇಕರ, ಮಲ್ಲಿಕಾರ್ಜುನ ಸಾವಕಾರ ಹಾಗೂ ಸ್ಥಳೀಯರು ಇದ್ದರು. <box>203 386 305 578</box>
column-rule <box>191 96 192 1136</box>
